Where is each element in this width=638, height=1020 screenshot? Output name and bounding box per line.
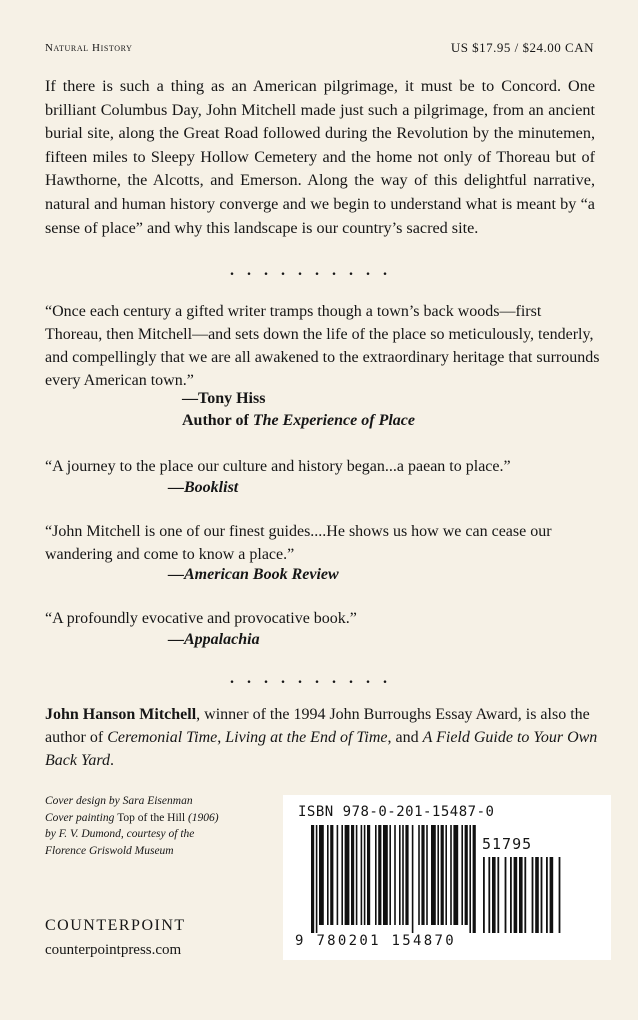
bio-book-title-1: Ceremonial Time bbox=[107, 729, 218, 746]
credit-painting bbox=[45, 810, 275, 827]
cover-credits bbox=[45, 793, 275, 859]
barcode-bar bbox=[311, 825, 314, 933]
bio-book-title-3: A Field Guide to Your Own Back Yard bbox=[45, 729, 598, 769]
bio-text: , winner of the 1994 John Burroughs Essay Award, is also the author of bbox=[45, 706, 590, 746]
barcode-bar bbox=[421, 825, 424, 925]
barcode-bar bbox=[351, 825, 354, 925]
barcode-addon-number: 51795 bbox=[482, 835, 533, 853]
barcode-bar bbox=[453, 825, 458, 925]
credit-design: Cover design by Sara Eisenman bbox=[45, 795, 193, 807]
bio-sep-2: , and bbox=[387, 729, 423, 746]
credit-painting-year: (1906) bbox=[185, 811, 219, 824]
barcode-bar bbox=[519, 857, 523, 933]
barcode-bar bbox=[461, 825, 463, 925]
barcode-bar bbox=[445, 825, 447, 925]
barcode-bar bbox=[541, 857, 543, 933]
barcode-bar bbox=[418, 825, 420, 925]
review-attribution-booklist: —Booklist bbox=[168, 479, 239, 496]
review-attribution-appalachia: —Appalachia bbox=[168, 631, 260, 648]
barcode-bar bbox=[510, 857, 512, 933]
bio-sep-1: , bbox=[217, 729, 226, 746]
review-attribution-hiss-role bbox=[182, 412, 415, 430]
barcode-bar bbox=[356, 825, 358, 925]
book-description: If there is such a thing as an American pilgrimage, it must be to Concord. One brilliant Columbus Day, John Mitchell made just such a pilgrimage, from an ancient burial site, along the Great Road followed during the Revolution by the minutemen, fifteen miles to Sleepy Hollow Cemetery and the home not only of Thoreau but of Hawthorne, the Alcotts, and Emerson. Along the way of this delightful narrative, natural and human history converge and we begin to understand what is meant by “a sense of place” and why this landscape is our country’s sacred site. bbox=[45, 77, 595, 237]
barcode-bar bbox=[431, 825, 436, 925]
barcode-bar bbox=[402, 825, 404, 925]
barcode-bar bbox=[327, 825, 329, 925]
barcode-bar bbox=[389, 825, 391, 925]
bio-end: . bbox=[110, 752, 115, 769]
barcode-bar bbox=[330, 825, 333, 925]
barcode-bar bbox=[524, 857, 526, 933]
author-bio bbox=[45, 703, 600, 772]
barcode-bar bbox=[383, 825, 388, 925]
barcode-bar bbox=[378, 825, 381, 925]
barcode-bar bbox=[465, 825, 468, 925]
credit-painter: by F. V. Dumond, courtesy of the bbox=[45, 828, 195, 840]
barcode-bar bbox=[361, 825, 363, 925]
barcode-bar bbox=[450, 825, 452, 925]
review-quote-abr: “John Mitchell is one of our finest guides....He shows us how we can cease our wandering and come to know a place.” bbox=[45, 523, 552, 563]
barcode-bar bbox=[437, 825, 439, 925]
section-divider-2: .......... bbox=[230, 670, 400, 687]
publisher-name: COUNTERPOINT bbox=[45, 917, 186, 934]
barcode-bar bbox=[535, 857, 539, 933]
barcode-bar bbox=[319, 825, 324, 925]
barcode-bar bbox=[473, 825, 476, 933]
barcode-bar bbox=[337, 825, 339, 925]
barcode-bar bbox=[375, 825, 377, 925]
barcode-bar bbox=[367, 825, 370, 925]
role-book-title: The Experience of Place bbox=[252, 412, 415, 429]
review-quote-hiss: “Once each century a gifted writer tramps though a town’s back woods—first Thoreau, then Mitchell—and sets down the life of the place so meticulously, tenderly, and compellingly that we are all awakened to the extraordinary heritage that surrounds every American town.” bbox=[45, 303, 600, 389]
barcode-bar bbox=[399, 825, 401, 925]
barcode-bar bbox=[550, 857, 554, 933]
review-attribution-hiss: —Tony Hiss bbox=[182, 390, 266, 407]
barcode-bar bbox=[441, 825, 444, 925]
review-quote-booklist: “A journey to the place our culture and history began...a paean to place.” bbox=[45, 458, 511, 475]
category-label: Natural History bbox=[45, 42, 133, 54]
credit-museum: Florence Griswold Museum bbox=[45, 844, 174, 857]
barcode-bar bbox=[497, 857, 499, 933]
barcode-bar bbox=[394, 825, 396, 925]
review-attribution-abr: —American Book Review bbox=[168, 566, 339, 583]
role-prefix: Author of bbox=[182, 412, 253, 429]
bio-book-title-2: Living at the End of Time bbox=[225, 729, 388, 746]
isbn-label: ISBN 978-0-201-15487-0 bbox=[298, 804, 495, 820]
isbn-barcode bbox=[283, 795, 611, 960]
barcode-bar bbox=[505, 857, 507, 933]
barcode-bar bbox=[345, 825, 350, 925]
barcode-bar bbox=[412, 825, 414, 933]
barcode-bar bbox=[469, 825, 471, 933]
barcode-bar bbox=[364, 825, 366, 925]
barcode-bar bbox=[546, 857, 548, 933]
review-quote-appalachia: “A profoundly evocative and provocative book.” bbox=[45, 610, 357, 627]
section-divider: .......... bbox=[230, 262, 400, 279]
barcode-bar bbox=[316, 825, 318, 933]
barcode-digits: 9 780201 154870 bbox=[295, 933, 456, 949]
barcode-bar bbox=[341, 825, 343, 925]
barcode-bar bbox=[426, 825, 428, 925]
barcode-bar bbox=[559, 857, 561, 933]
barcode-bar bbox=[405, 825, 408, 925]
barcode-bar bbox=[532, 857, 534, 933]
barcode-bar bbox=[492, 857, 496, 933]
barcode-bar bbox=[488, 857, 490, 933]
price-label: US $17.95 / $24.00 CAN bbox=[450, 40, 594, 55]
barcode-bar bbox=[483, 857, 485, 933]
credit-painting-title: Top of the Hill bbox=[117, 811, 186, 824]
publisher-website: counterpointpress.com bbox=[45, 942, 182, 958]
author-name: John Hanson Mitchell bbox=[45, 706, 197, 723]
barcode-bar bbox=[514, 857, 518, 933]
credit-painting-prefix: Cover painting bbox=[45, 811, 118, 824]
